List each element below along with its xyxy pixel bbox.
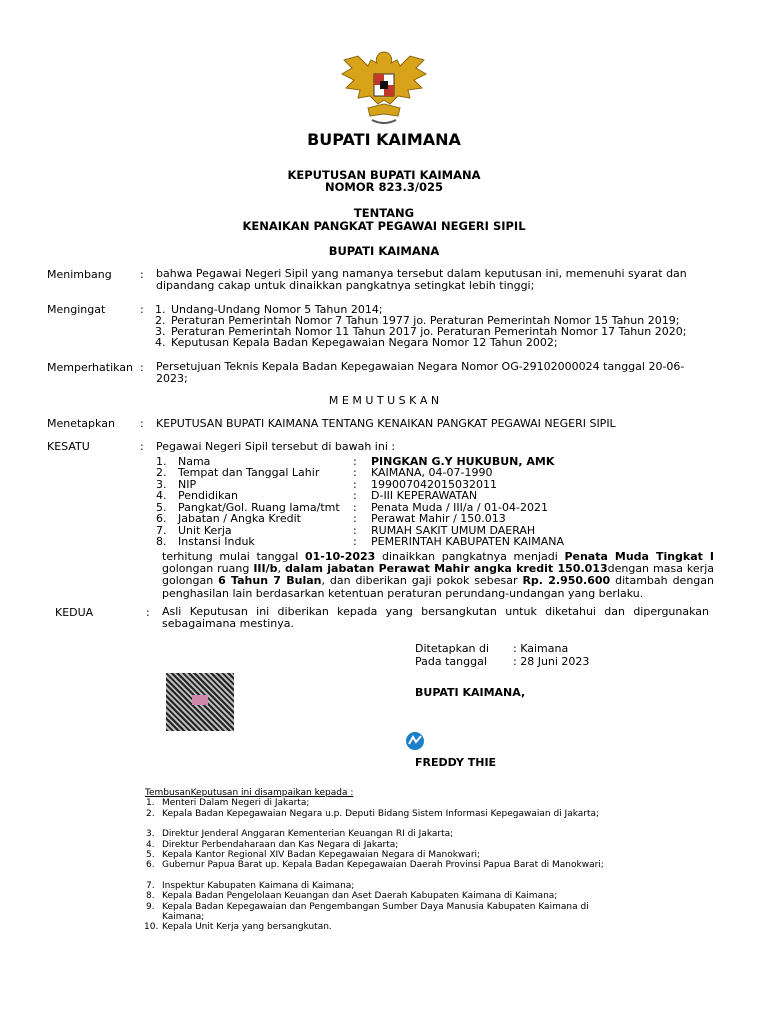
list-item: Kepala Badan Kepegawaian Negara u.p. Deputi Bidang Sistem Informasi Kepegawaian di Jakarta;: [162, 809, 600, 819]
list-item: Inspektur Kabupaten Kaimana di Kaimana;: [162, 881, 355, 891]
colon: :: [146, 606, 150, 619]
list-item-number: 2.: [146, 809, 155, 819]
field-value: D-III KEPERAWATAN: [371, 489, 478, 502]
list-item: Kepala Badan Pengelolaan Keuangan dan Aset Daerah Kabupaten Kaimana di Kaimana;: [162, 891, 558, 901]
list-item-number: 9.: [146, 902, 155, 912]
kesatu-paragraph: terhitung mulai tanggal 01-10-2023 dinaikkan pangkatnya menjadi Penata Muda Tingkat I golongan ruang III/b, dalam jabatan Perawat Mahir angka kredit 150.013dengan masa kerja golongan 6 Tahun 7 Bulan, dan diberikan gaji pokok sebesar Rp. 2.950.600 ditambah dengan penghasilan lain berdasarkan ketentuan peraturan perundang-undangan yang berlaku.: [162, 550, 715, 600]
decree-number: NOMOR 823.3/025: [324, 180, 444, 194]
list-item-number: 1.: [155, 303, 166, 316]
field-number: 4.: [156, 489, 167, 502]
list-item-number: 1.: [146, 798, 155, 808]
field-label: Instansi Induk: [178, 535, 255, 548]
field-value: PEMERINTAH KABUPATEN KAIMANA: [371, 535, 564, 548]
colon: :: [140, 440, 144, 453]
garuda-emblem-icon: [338, 46, 430, 128]
list-item: Keputusan Kepala Badan Kepegawaian Negara Nomor 12 Tahun 2002;: [171, 336, 558, 349]
field-value-name: PINGKAN G.Y HUKUBUN, AMK: [371, 455, 555, 468]
field-number: 3.: [156, 478, 167, 491]
colon: :: [353, 535, 357, 548]
field-number: 8.: [156, 535, 167, 548]
colon: :: [353, 489, 357, 502]
field-value: RUMAH SAKIT UMUM DAERAH: [371, 524, 536, 537]
qr-code-icon: [166, 673, 234, 731]
kedua-text: Asli Keputusan ini diberikan kepada yang bersangkutan untuk diketahui dan dipergunakan sebagaimana mestinya.: [162, 605, 709, 631]
list-item-number: 6.: [146, 860, 155, 870]
colon: :: [353, 455, 357, 468]
colon: :: [353, 524, 357, 537]
list-item: Direktur Perbendaharaan dan Kas Negara di Jakarta;: [162, 840, 399, 850]
list-item-number: 4.: [155, 336, 166, 349]
colon: :: [353, 478, 357, 491]
list-item-number: 7.: [146, 881, 155, 891]
list-item: Kepala Badan Kepegawaian dan Pengembangan Sumber Daya Manusia Kabupaten Kaimana di Kaimana;: [162, 902, 589, 923]
colon: :: [140, 268, 144, 281]
place-value: : Kaimana: [513, 642, 569, 655]
list-item-number: 3.: [146, 829, 155, 839]
memperhatikan-text: Persetujuan Teknis Kepala Badan Kepegawaian Negara Nomor OG-29102000024 tanggal 20-06-2023;: [156, 360, 685, 385]
list-item-number: 8.: [146, 891, 155, 901]
menimbang-text: bahwa Pegawai Negeri Sipil yang namanya tersebut dalam keputusan ini, memenuhi syarat dan dipandang cakap untuk dinaikkan pangkatnya setingkat lebih tinggi;: [156, 267, 687, 292]
field-number: 5.: [156, 501, 167, 514]
field-number: 6.: [156, 512, 167, 525]
list-item: Direktur Jenderal Anggaran Kementerian Keuangan RI di Jakarta;: [162, 829, 454, 839]
menetapkan-label: Menetapkan: [47, 417, 115, 430]
tentang-label: TENTANG: [353, 206, 415, 220]
decree-title: KEPUTUSAN BUPATI KAIMANA: [287, 168, 481, 182]
list-item: Menteri Dalam Negeri di Jakarta;: [162, 798, 310, 808]
field-value: Perawat Mahir / 150.013: [371, 512, 506, 525]
menimbang-label: Menimbang: [47, 268, 112, 281]
list-item: Kepala Kantor Regional XIV Badan Kepegawaian Negara di Manokwari;: [162, 850, 481, 860]
colon: :: [140, 417, 144, 430]
signatory-office: BUPATI KAIMANA,: [415, 686, 526, 699]
field-value: Penata Muda / III/a / 01-04-2021: [371, 501, 548, 514]
field-label: Unit Kerja: [178, 524, 232, 537]
menetapkan-text: KEPUTUSAN BUPATI KAIMANA TENTANG KENAIKAN PANGKAT PEGAWAI NEGERI SIPIL: [156, 417, 616, 430]
list-item: Gubernur Papua Barat up. Kepala Badan Kepegawaian Daerah Provinsi Papua Barat di Manokwari;: [162, 860, 604, 870]
list-item-number: 5.: [146, 850, 155, 860]
issuer-title: BUPATI KAIMANA: [328, 244, 440, 258]
list-item: Peraturan Pemerintah Nomor 11 Tahun 2017 jo. Peraturan Pemerintah Nomor 17 Tahun 2020;: [171, 325, 687, 338]
memutuskan-heading: M E M U T U S K A N: [328, 394, 440, 407]
field-number: 7.: [156, 524, 167, 537]
list-item-number: 3.: [155, 325, 166, 338]
list-item-number: 10.: [144, 922, 159, 932]
date-value: : 28 Juni 2023: [513, 655, 590, 668]
memperhatikan-label: Memperhatikan: [47, 361, 134, 374]
colon: :: [140, 361, 144, 374]
date-label: Pada tanggal: [415, 655, 487, 668]
page-title: BUPATI KAIMANA: [307, 130, 461, 149]
field-label: Jabatan / Angka Kredit: [178, 512, 301, 525]
list-item-number: 4.: [146, 840, 155, 850]
field-label: Pendidikan: [178, 489, 238, 502]
decree-subject: KENAIKAN PANGKAT PEGAWAI NEGERI SIPIL: [242, 219, 526, 233]
list-item: Undang-Undang Nomor 5 Tahun 2014;: [171, 303, 383, 316]
field-number: 2.: [156, 466, 167, 479]
kesatu-intro: Pegawai Negeri Sipil tersebut di bawah ini :: [156, 440, 396, 453]
signatory-name: FREDDY THIE: [415, 756, 497, 769]
colon: :: [140, 303, 144, 316]
digital-signature-seal-icon: [404, 731, 426, 751]
kesatu-label: KESATU: [47, 440, 90, 453]
field-value: 199007042015032011: [371, 478, 497, 491]
place-label: Ditetapkan di: [415, 642, 490, 655]
list-item: Kepala Unit Kerja yang bersangkutan.: [162, 922, 332, 932]
field-label: Nama: [178, 455, 211, 468]
list-item-number: 2.: [155, 314, 166, 327]
field-value: KAIMANA, 04-07-1990: [371, 466, 493, 479]
kedua-label: KEDUA: [55, 606, 94, 619]
tembusan-heading: TembusanKeputusan ini disampaikan kepada :: [145, 788, 354, 798]
colon: :: [353, 512, 357, 525]
mengingat-label: Mengingat: [47, 303, 106, 316]
field-number: 1.: [156, 455, 167, 468]
colon: :: [353, 501, 357, 514]
field-label: Tempat dan Tanggal Lahir: [178, 466, 320, 479]
list-item: Peraturan Pemerintah Nomor 7 Tahun 1977 jo. Peraturan Pemerintah Nomor 15 Tahun 2019;: [171, 314, 680, 327]
field-label: NIP: [178, 478, 197, 491]
field-label: Pangkat/Gol. Ruang lama/tmt: [178, 501, 340, 514]
colon: :: [353, 466, 357, 479]
